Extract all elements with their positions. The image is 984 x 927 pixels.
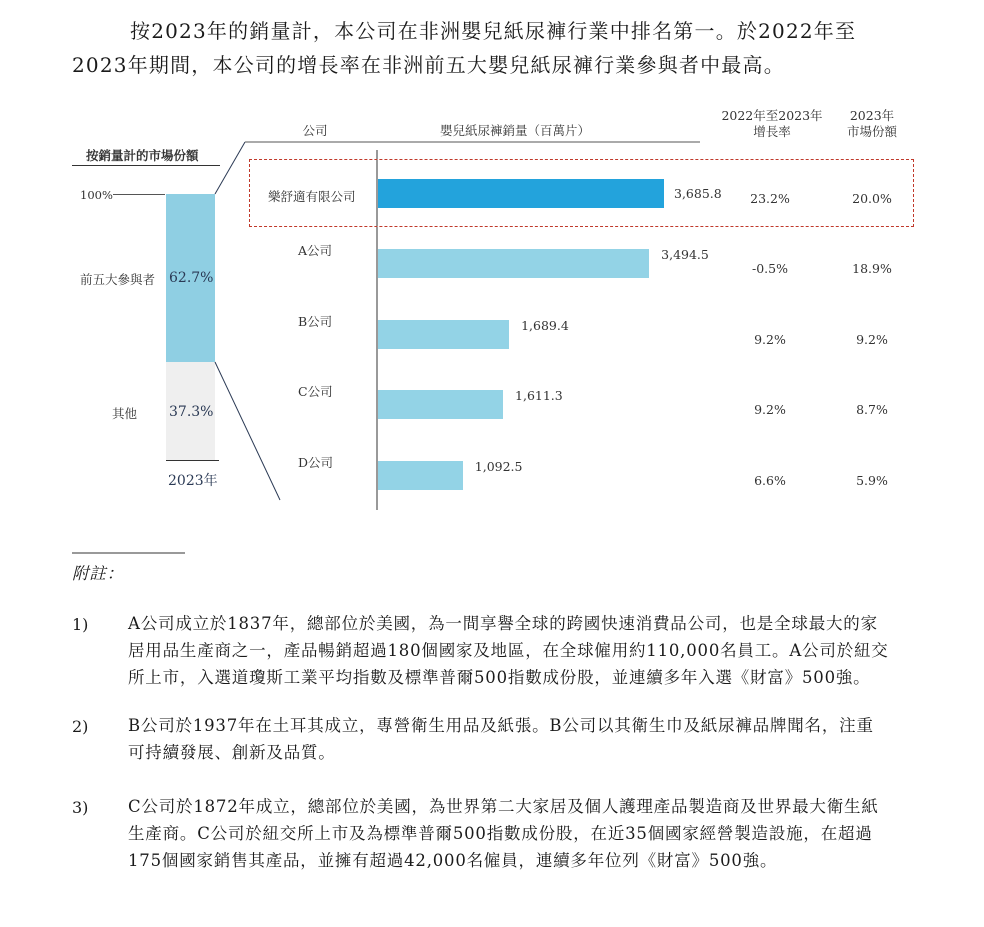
notes-title: 附註： (72, 564, 124, 583)
note-number: 3) (72, 798, 89, 817)
market-share-value: 20.0% (852, 191, 892, 206)
intro-line-1: 按2023年的銷量計，本公司在非洲嬰兒紙尿褲行業中排名第一。於2022年至 (130, 19, 857, 43)
company-name: A公司 (298, 243, 333, 258)
growth-value: 23.2% (750, 191, 790, 206)
header-company: 公司 (302, 123, 328, 138)
volume-value-label: 1,092.5 (474, 459, 523, 474)
volume-bar (378, 249, 649, 278)
note-line: A公司成立於1837年，總部位於美國，為一間享譽全球的跨國快速消費品公司，也是全球最大的家 (128, 614, 878, 633)
other-label: 其他 (112, 406, 138, 421)
note-line: B公司於1937年在土耳其成立，專營衛生用品及紙張。B公司以其衛生巾及紙尿褲品牌聞名，注重 (128, 716, 874, 735)
note-line: 生產商。C公司於紐交所上市及為標準普爾500指數成份股，在近35個國家經營製造設施，在超過 (128, 824, 873, 843)
market-share-value: 5.9% (856, 473, 888, 488)
note-number: 1) (72, 615, 89, 634)
volume-value-label: 3,685.8 (674, 186, 722, 201)
header-share-line-2: 市場份額 (846, 124, 897, 139)
company-name: 樂舒適有限公司 (268, 189, 356, 204)
volume-bar (378, 320, 509, 349)
growth-value: 6.6% (754, 473, 786, 488)
top5-label: 前五大參與者 (80, 272, 156, 287)
note-line: 175個國家銷售其產品，並擁有超過42,000名僱員，連續多年位列《財富》500強。 (128, 851, 778, 870)
header-share-line-1: 2023年 (849, 108, 895, 123)
intro-line-2: 2023年期間，本公司的增長率在非洲前五大嬰兒紙尿褲行業參與者中最高。 (72, 53, 785, 77)
other-value: 37.3% (169, 404, 214, 420)
volume-bar (378, 390, 503, 419)
volume-bar (378, 461, 463, 490)
market-share-value: 18.9% (852, 261, 892, 276)
volume-bar (378, 179, 664, 208)
header-growth-line-1: 2022年至2023年 (721, 108, 823, 123)
note-line: 所上市，入選道瓊斯工業平均指數及標準普爾500指數成份股，並連續多年入選《財富》500強。 (128, 668, 871, 687)
volume-value-label: 3,494.5 (661, 247, 709, 262)
volume-value-label: 1,689.4 (521, 318, 569, 333)
header-growth-line-2: 增長率 (753, 124, 791, 139)
share-year: 2023年 (168, 473, 218, 489)
note-number: 2) (72, 717, 89, 736)
note-line: 居用品生產商之一，產品暢銷超過180個國家及地區，在全球僱用約110,000名員工。A公司於紐交 (128, 641, 889, 660)
top5-value: 62.7% (169, 270, 214, 286)
share-panel-title: 按銷量計的市場份額 (86, 148, 199, 163)
volume-value-label: 1,611.3 (515, 388, 563, 403)
note-line: C公司於1872年成立，總部位於美國，為世界第二大家居及個人護理產品製造商及世界最大衛生紙 (128, 797, 879, 816)
pct-100-label: 100% (80, 188, 113, 202)
header-volume: 嬰兒紙尿褲銷量（百萬片） (439, 123, 590, 138)
company-name: B公司 (298, 314, 333, 329)
growth-value: 9.2% (754, 402, 786, 417)
note-line: 可持續發展、創新及品質。 (128, 743, 336, 762)
growth-value: -0.5% (752, 261, 788, 276)
market-share-value: 8.7% (856, 402, 888, 417)
company-name: D公司 (298, 455, 334, 470)
market-share-value: 9.2% (856, 332, 888, 347)
growth-value: 9.2% (754, 332, 786, 347)
company-name: C公司 (298, 384, 333, 399)
